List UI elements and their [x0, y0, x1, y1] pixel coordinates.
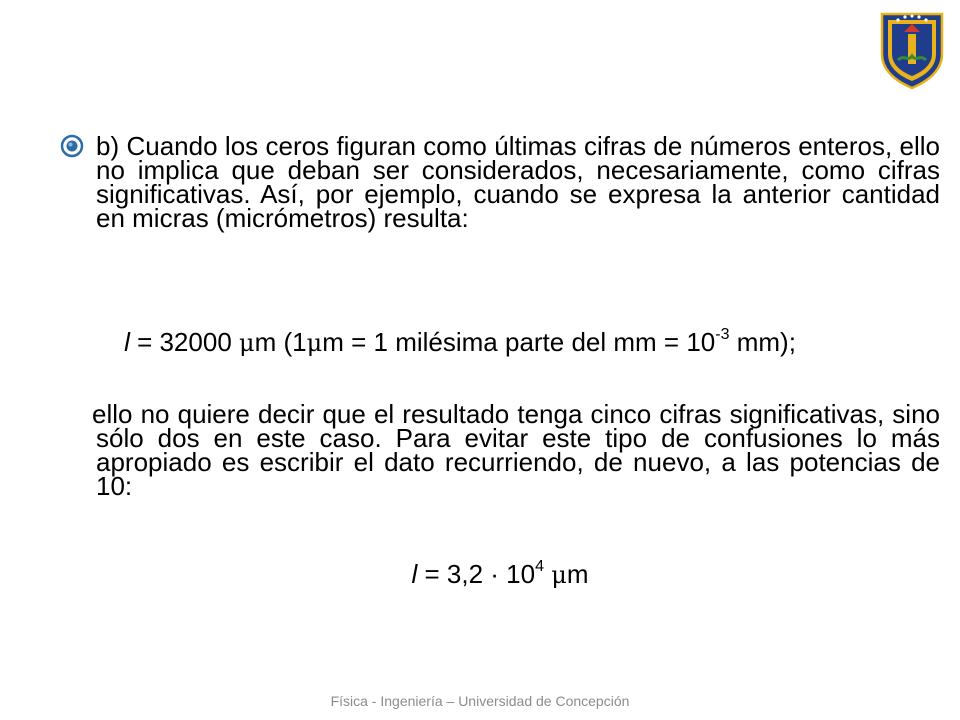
- formula-value: = 3,2 · 10: [417, 559, 536, 589]
- formula-text-a: m (1: [254, 327, 307, 357]
- target-bullet-icon: [60, 134, 84, 158]
- mu-symbol: μ: [239, 329, 255, 357]
- exponent: 4: [535, 558, 544, 576]
- variable-l: l: [411, 559, 418, 589]
- mu-symbol: μ: [551, 561, 567, 589]
- slide-footer: Física - Ingeniería – Universidad de Concepción: [330, 693, 630, 709]
- unit-text: m: [566, 559, 589, 589]
- formula-text-b: m = 1 milésima parte del mm = 10: [322, 327, 716, 357]
- bullet-paragraph: b) Cuando los ceros figuran como últimas cifras de números enteros, ello no implica que deban ser considerados, necesariamente, como cifras significativas. Así, por ejemplo, cuando se expresa la anterior cantidad en micras (micrómetros) resulta:: [96, 131, 940, 233]
- university-crest-logo: [878, 10, 946, 90]
- variable-l: l: [124, 327, 130, 357]
- formula-text-c: mm);: [729, 327, 796, 357]
- explanation-paragraph: ello no quiere decir que el resultado tenga cinco cifras significativas, sino sólo dos en este caso. Para evitar este tipo de confusiones lo más apropiado es escribir el dato recurriendo, de nuevo, a las potencias de 10:: [92, 399, 940, 501]
- exponent: -3: [715, 326, 730, 344]
- formula-scientific-notation: [0, 559, 960, 590]
- formula-value: = 32000: [129, 327, 239, 357]
- formula-length-micrometers: [0, 327, 960, 358]
- mu-symbol: μ: [306, 329, 323, 357]
